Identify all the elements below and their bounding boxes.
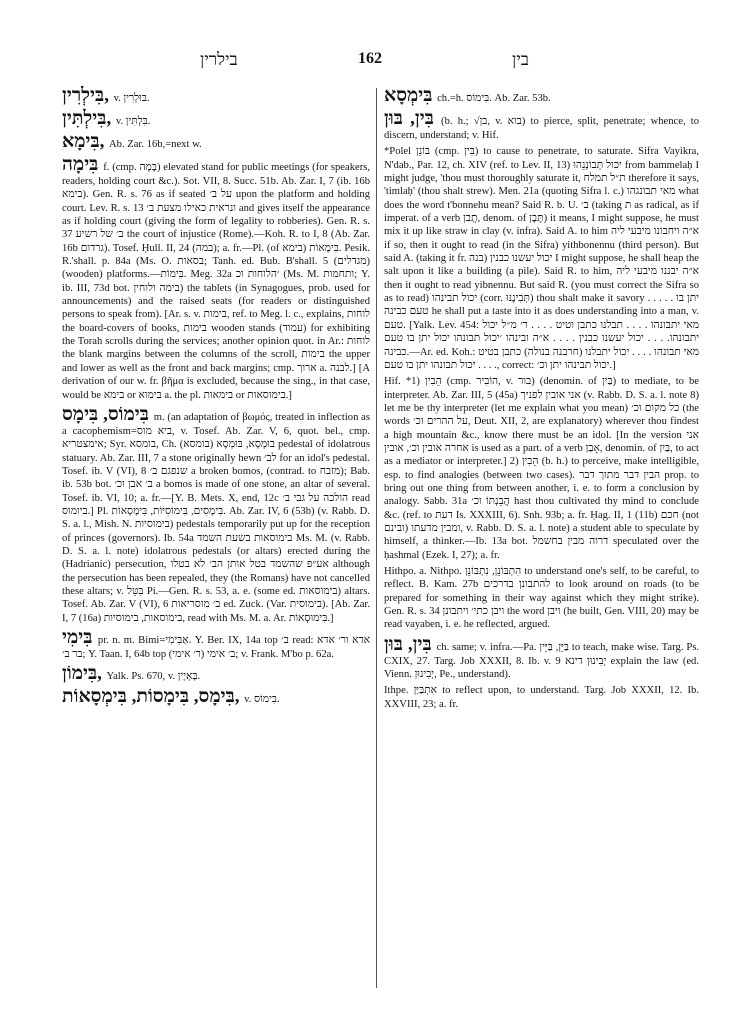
entry-headword: בִּין, בּוּן	[384, 108, 434, 129]
page-number: 162	[358, 50, 382, 67]
dictionary-entry	[62, 664, 370, 684]
entry-text: Hif. *1) הֵבִין (cmp. הוֹבִיר, v. בור) (denomin. of בַּיִן) to mediate, to be interpreter. Ab. Zar. III, 5 (45a) אני אובין לפניך (v. Rabb. D. S. a. l. note 8) let me be thy interpreter (let me explain what you mean) כל מקום וכ׳ (the words על ההרים וכ׳, Deut. XII, 2, are explanatory) wherever thou findest a high mountain &c., know there must be an idol. [In the version אני אחרה אובין וכ׳, אובין is used as a part. of a verb אָבַן, denomin. of בַּיִן, to act as a mediator or interpreter.] 2) הֵבִין (b. h.) to perceive, make intelligible, esp. to find analogies (between two cases). הבין דבר מתוך דבר prop. to bring out one thing from between another, i. e. to form a conclusion by analogy. Sabb. 31a הֲבֵנְתּוֹ וכ׳ hast thou cultivated thy mind to conclude &c. (ref. to דעת Is. XXXIII, 6). Snh. 93b; a. fr. Ḥag. II, 1 (11b) חכם (not ובינם) ומבין מדעתו, v. Rabb. D. S. a. l. note) a student able to speculate by himself, a thinker.—Ib. 13a bot. דרוה מבין בחשמל speculated over the ḥashmal (Ezek. I, 27); a. fr.	[384, 376, 699, 561]
dictionary-entry	[384, 86, 699, 106]
left-column	[62, 86, 370, 992]
entry-text: v. בִּלְתִּין.	[115, 116, 151, 127]
entry-text: (b. h.; √בן, v. בוא) to pierce, split, penetrate; whence, to discern, understand; v. Hif.	[384, 116, 699, 141]
entry-headword: בִּימוֹן,	[62, 663, 102, 685]
dictionary-entry	[62, 155, 370, 402]
entry-headword: בִּילְרִין,	[62, 86, 109, 106]
entry-headword: בִּימוֹס, בִּימָס	[62, 403, 149, 425]
entry-text: *Polel בּוֹנֵן (cmp. בִּין) to cause to penetrate, to saturate. Sifra Vayikra, N'dab., Par. 12, ch. XIV (ref. to Lev. II, 13) יכול תְּבוֹנְנֵהוּ from bammelaḥ I might judge, 'thou must thoroughly saturate it, ת״ל תמלח therefore it says, 'timlaḥ' (thou shalt strew). Men. 21a (quoting Sifra l. c.) מאי תבונגהו what does the word t'bonnehu mean? Said R. b. U. ב׳ (taking ת as radical, as if imperat. of a verb תֲבן, denom. of תֶּבֶן) it means, I might suppose, he must mix it up like straw in clay (v. infra). Said A. to him א״ה ויחבונו מיבעי ליה if so, then it ought to read (in the Sifra) yithbonennu (third person). But said A. (taking it fr. בנה) יכול יעשנו כבנין I might suppose, he shall heap the salt upon it like a building (a pile). Said R. to him, א״ה יבננו מיבעי ליה then it ought to read yibnennu. But said R. (you must correct the Sifra so as to read) יכול תבינהו (corr. תְּבִינֶנּוּ) thou shalt make it savory . . . . . יתן בו טעם כבינה he shall put a taste into it as does understanding into a man, v. טעם. [Yalk. Lev. 454: מאי יתבונהו . . . . תבלנו כתבן וטיט . . . . ר׳ מ״ל יכול יתבונהו. . . . יכול יעשנו כבנין . . . . א״ה ובינהו ׳יכול תבונהו יכול יתן בו טעם כבינה.—Ar. ed. Koh.: מאי תבונהו . . . . יכול יתבלנו (חרבנה בנולה) כתבן בטיט . . . . יכול תבונהו יתן בו טעם, correct: יכול תבינהו יתן וכ׳.]	[384, 146, 699, 371]
dictionary-entry	[62, 405, 370, 625]
dictionary-entry	[384, 635, 699, 682]
dictionary-entry	[384, 684, 699, 711]
entry-text: ch. same; v. infra.—Pa. בַּיֵּן, בַּיֵּין to teach, make wise. Targ. Ps. CXIX, 27. Targ. Job XXXII, 8. Ib. v. 9 יְבִינוּן דינא explain the law (ed. Vienn. יְבִינוּן, Pe., understand).	[384, 641, 699, 681]
right-column	[384, 86, 699, 992]
column-divider	[376, 88, 377, 988]
entry-text: Ab. Zar. 16b,=next w.	[109, 139, 202, 150]
entry-headword: בִּימָה	[62, 154, 99, 175]
entry-headword: בִּימִי	[62, 627, 93, 648]
entry-headword: בִּימָס, בִּימָסוֹת, בִּימְסָאוֹת,	[62, 686, 240, 708]
entry-headword: בִּימְסָא	[384, 86, 433, 106]
entry-text: pr. n. m. Bimi=אַבִּימִי. Y. Ber. IX, 14a top ב׳ read: אדא ור׳ אדא בר ב׳; Y. Taan. I, 64b top ב׳ אימי (ר׳ אימי); v. Frank. M'bo p. 62a.	[62, 635, 370, 660]
dictionary-entry	[62, 628, 370, 661]
entry-headword: בִּימָא,	[62, 131, 105, 152]
dictionary-entry	[62, 86, 370, 106]
dictionary-entry	[384, 145, 699, 372]
entry-text: ch.=h. בִּימוֹס. Ab. Zar. 53b.	[437, 93, 551, 104]
entry-text: Yalk. Ps. 670, v. בָּאְיָין.	[106, 671, 201, 683]
running-head-left: בילרין	[200, 50, 238, 69]
entry-text: v. בּוּלְרִין.	[113, 93, 150, 104]
entry-text: Ithpe. אִתְבַּיַּן to reflect upon, to understand. Targ. Job XXXII, 12. Ib. XXVIII, 23; a. fr.	[384, 685, 699, 710]
entry-text: v. בִּימוֹס.	[244, 694, 280, 706]
running-head-right: בין	[512, 50, 529, 69]
dictionary-entry	[384, 109, 699, 142]
entry-text: m. (an adaptation of βωμός, treated in inflection as a cacophemism=ביא מוס, v. Tosef. Ab. Zar. V, 6, quot. bel., cmp. אימצטריא; Syr. בומסא, Ch. בוּמְסָא, בּוּמְסָא (בומסא) pedestal of idolatrous statuary. Ab. Zar. III, 7 a stone originally hewn לב׳ for an idol's pedestal. Tosef. ib. V (VI), 8 שנפגם ב׳ a broken bomos, (contrad. to מזבח); Bab. ib. 53b bot. ב׳ אבן וכ׳ a bomos is made of one stone, an altar of several. Tosef. ib. VI, 10; a. fr.—[Y. B. Mets. X, end, 12c הולכה על גבי ב׳ read ביומוס.] Pl. בִּימָסִים, בִּימוֹסִיּוֹת, בִּימָסְאוֹת. Ab. Zar. IV, 6 (53b) (v. Rabb. D. S. a. l., Mish. N. בימוסיות) pedestals temporarily put up for the reception of princes (governors). Ib. 54a בימוסאות בשעת השמד Ms. M. (v. Rabb. D. S. a. l. note) idolatrous pedestals (or altars) erected during the (Hadrianic) persecution, אע״פ שהשמד בטל אותן הב׳ לא בטלו although the persecution has been repealed, they (the Romans) have not cancelled these altars; v. בִּטֵּל Pi.—Gen. R. s. 53, a. e. (some ed. בימוסאות) altars. Tosef. Ab. Zar. V (VI), 6 ב׳ מוסריאות ed. Zuck. (Var. בימוסית). [Ab. Zar. I, 7 (16a) בימוסאות, בימוסיות, read with Ms. M. a. Ar. בִּימוּסְאוֹת.]	[62, 411, 370, 624]
dictionary-entry	[62, 687, 370, 707]
dictionary-entry	[62, 132, 370, 152]
entry-text: Hithpo. a. Nithpo. הִתְבּוֹנֵן, נִתְבּוֹנֵן to understand one's self, to be careful, to reflect. B. Kam. 27b להתבונן בדרכים to look around on roads (to be prepared for something in their way against which they might strike). Gen. R. s. 34 ויבן כתי׳ ויתבונן the word ויבן (he built, Gen. VIII, 20) may be read vayaben, i. e. he reflected, argued.	[384, 566, 699, 631]
dictionary-entry	[384, 375, 699, 562]
entry-headword: בִּין, בּוּן	[384, 633, 432, 655]
entry-headword: בִּילְתִּין,	[62, 108, 112, 129]
dictionary-entry	[62, 109, 370, 129]
entry-text: f. (cmp. בָּמָה) elevated stand for public meetings (for speakers, readers, holding court &c.). Sot. VII, 8. Succ. 51b. Ab. Zar. I, 7 (ib. 16b בימא). Gen. R. s. 76 as if seated על ב׳ upon the platform and holding court. Lev. R. s. 13 ונראית כאילו מצעת ב׳ and gives itself the appearance as if holding court (giving the form of legality to robberies). Gen. R. s. 37 ב׳ של רשיע the court of injustice (Rome).—Koh. R. to I, 8 (Ab. Zar. 16b גרדום). Tosef. Ḥull. II, 24 (במה); a. fr.—Pl. (of בימא) בִּימָאוֹת. Pesik. R.'shall. p. 84a (Ms. O. בסאות; Tanh. ed. Bub. B'shall. 5 (מגדלים) (wooden) platforms.—בִּימוֹת. Meg. 32a ׳הלוחות וכ (Ms. M. ותחמות; Y. ib. III, 73d bot. בימה ולוחין) the tablets (in Synagogues, prob. used for announcements) and the raised seats (for readers or distinguished persons to speak from). [Ar. s. v. בימות, ref. to Meg. l. c., explains, לוחות the board-covers of books, בימות wooden stands (עמוד) for exhibiting the Torah scrolls during the services; another opinion quot. in Ar.: לוחות the blank margins between the columns of the scroll, בימות the upper and lower as well as the front and back margins; cmp. ארוך a. לבנה.] [A derivation of our w. fr. βῆμα is excluded, because the sing., in that case, would be בימא or בימוא a. the pl. בימאות or בימוסאות.]	[62, 162, 370, 401]
dictionary-entry	[384, 565, 699, 632]
